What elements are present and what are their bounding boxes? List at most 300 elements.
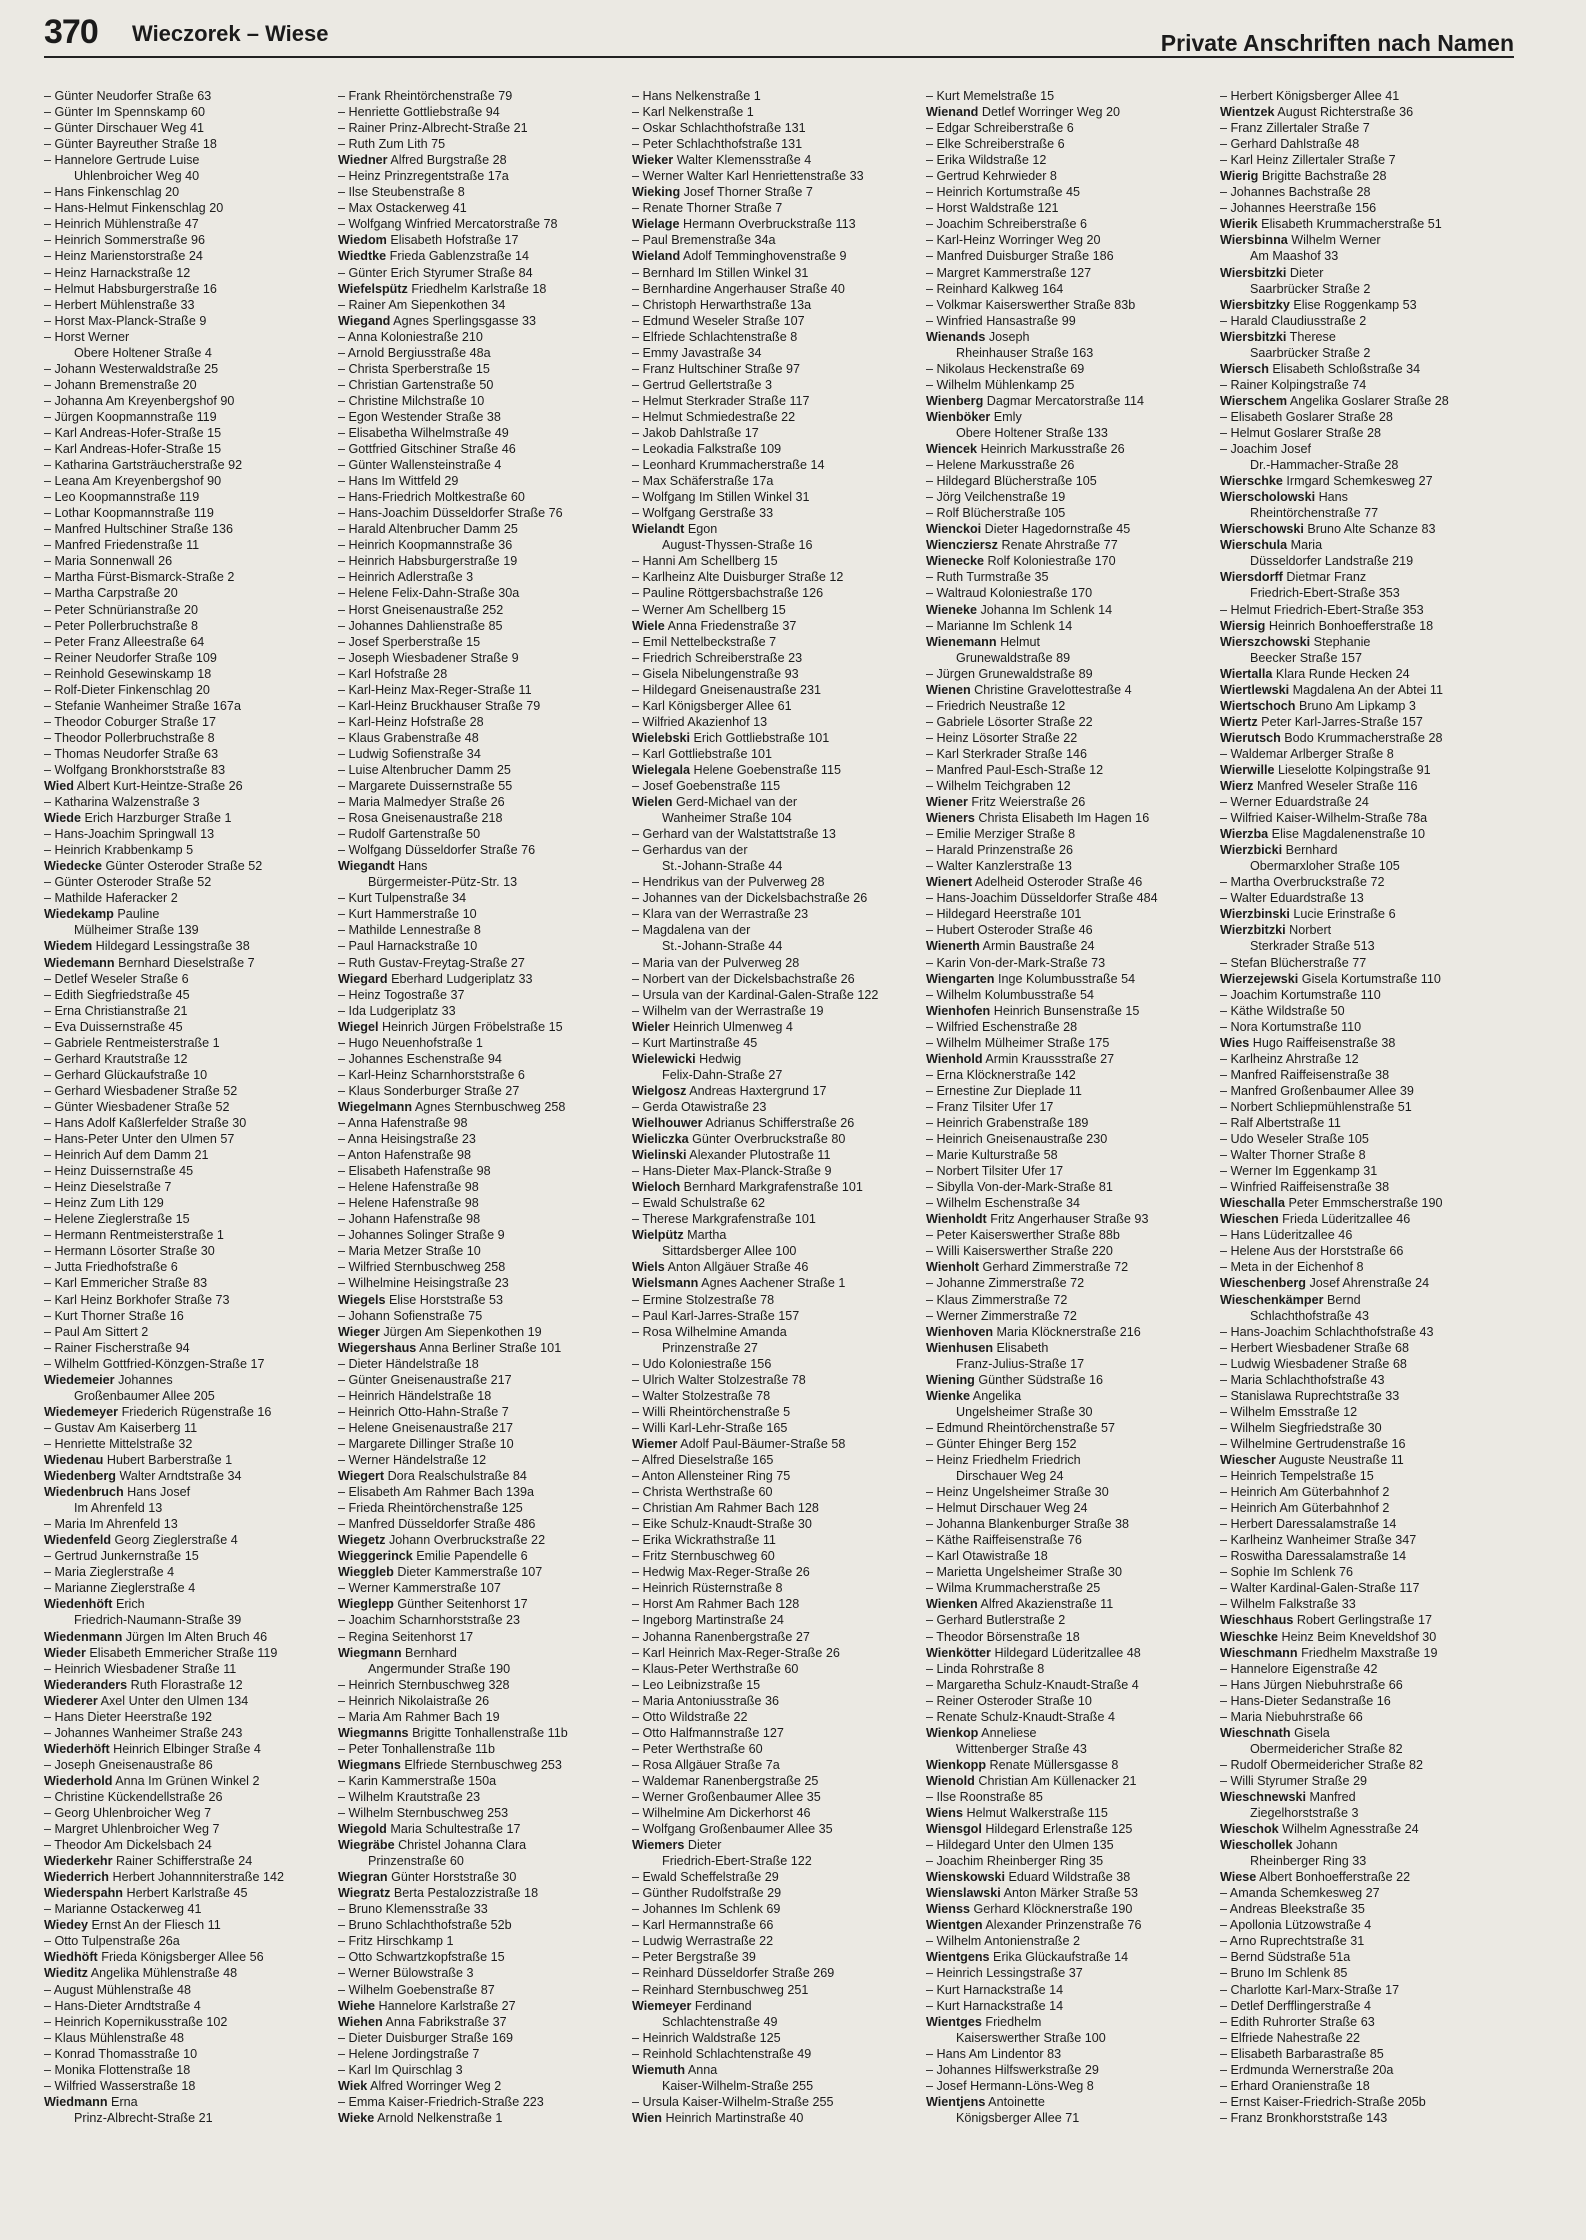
directory-surname-entry: Wienkopp Renate Müllersgasse 8 — [926, 1757, 1119, 1772]
directory-entry: – Paul Am Sittert 2 — [44, 1324, 149, 1339]
directory-surname-entry: Wiegel Heinrich Jürgen Fröbelstraße 15 — [338, 1019, 563, 1034]
directory-surname-entry: Wiengarten Inge Kolumbusstraße 54 — [926, 971, 1136, 986]
directory-entry: – Norbert van der Dickelsbachstraße 26 — [632, 971, 855, 986]
directory-entry: – Helmut Friedrich-Ebert-Straße 353 — [1220, 602, 1424, 617]
directory-entry: – Maria Am Rahmer Bach 19 — [338, 1709, 500, 1724]
directory-surname-entry: Wiefelspütz Friedhelm Karlstraße 18 — [338, 281, 547, 296]
directory-surname-entry: Wieschenkämper Bernd — [1220, 1292, 1361, 1307]
directory-entry: – Manfred Duisburger Straße 186 — [926, 249, 1114, 264]
directory-surname-entry: Wiemuth Anna — [632, 2062, 718, 2077]
directory-surname-entry: Wiegmann Bernhard — [338, 1645, 457, 1660]
directory-entry: – Käthe Wildstraße 50 — [1220, 1003, 1345, 1018]
directory-entry-continuation: St.-Johann-Straße 44 — [662, 939, 783, 954]
directory-entry: – Leo Koopmannstraße 119 — [44, 490, 200, 505]
directory-surname-entry: Wiedhöft Frieda Königsberger Allee 56 — [44, 1950, 264, 1965]
directory-surname-entry: Wienhoven Maria Klöcknerstraße 216 — [926, 1324, 1141, 1339]
directory-surname-entry: Wiegran Günter Horststraße 30 — [338, 1870, 517, 1885]
directory-surname-entry: Wiegels Elise Horststraße 53 — [338, 1292, 504, 1307]
directory-surname-entry: Wiencziersz Renate Ahrstraße 77 — [926, 538, 1118, 553]
directory-entry: – Arno Ruprechtstraße 31 — [1220, 1934, 1365, 1949]
directory-entry: – Martha Carpstraße 20 — [44, 586, 178, 601]
directory-entry: – Hermann Lösorter Straße 30 — [44, 1244, 215, 1259]
directory-entry: – Harald Prinzenstraße 26 — [926, 843, 1073, 858]
directory-entry: – Christian Am Rahmer Bach 128 — [632, 1501, 819, 1516]
directory-entry: – Kurt Tulpenstraße 34 — [338, 891, 467, 906]
directory-surname-entry: Wienold Christian Am Küllenacker 21 — [926, 1773, 1137, 1788]
directory-entry: – Ernestine Zur Dieplade 11 — [926, 1083, 1082, 1098]
directory-entry: – Regina Seitenhorst 17 — [338, 1629, 474, 1644]
directory-entry: – Maria Antoniusstraße 36 — [632, 1693, 780, 1708]
directory-entry: – Herbert Mühlenstraße 33 — [44, 297, 195, 312]
directory-entry: – Hermann Rentmeisterstraße 1 — [44, 1228, 224, 1243]
directory-surname-entry: Wiersbitzki Dieter — [1220, 265, 1324, 280]
directory-entry: – Gustav Am Kaiserberg 11 — [44, 1420, 198, 1435]
directory-entry: – Hans-Peter Unter den Ulmen 57 — [44, 1132, 235, 1147]
directory-entry-continuation: Sittardsberger Allee 100 — [662, 1244, 797, 1259]
directory-entry: – Wilhelm Siegfriedstraße 30 — [1220, 1420, 1382, 1435]
directory-entry: – Ewald Schulstraße 62 — [632, 1196, 766, 1211]
directory-surname-entry: Wiederspahn Herbert Karlstraße 45 — [44, 1886, 248, 1901]
directory-entry: – Monika Flottenstraße 18 — [44, 2062, 191, 2077]
directory-entry: – Maria Sonnenwall 26 — [44, 554, 173, 569]
directory-entry-continuation: Rheinberger Ring 33 — [1250, 1854, 1367, 1869]
directory-entry: – Ewald Scheffelstraße 29 — [632, 1870, 779, 1885]
directory-entry-continuation: Franz-Julius-Straße 17 — [956, 1356, 1085, 1371]
directory-entry: – Kurt Martinstraße 45 — [632, 1035, 758, 1050]
directory-entry-continuation: Angermunder Straße 190 — [368, 1661, 511, 1676]
directory-entry: – Peter Tonhallenstraße 11b — [338, 1741, 496, 1756]
directory-surname-entry: Wierszchowski Stephanie — [1220, 634, 1371, 649]
directory-entry-continuation: Beecker Straße 157 — [1250, 650, 1363, 665]
directory-entry: – Reinhold Gesewinskamp 18 — [44, 666, 212, 681]
directory-entry: – Werner Im Eggenkamp 31 — [1220, 1164, 1378, 1179]
directory-entry: – Käthe Raiffeisenstraße 76 — [926, 1533, 1082, 1548]
directory-entry: – Waltraud Koloniestraße 170 — [926, 586, 1093, 601]
directory-entry: – Johann Westerwaldstraße 25 — [44, 361, 219, 376]
directory-entry: – Manfred Düsseldorfer Straße 486 — [338, 1517, 536, 1532]
directory-entry: – Elke Schreiberstraße 6 — [926, 137, 1065, 152]
directory-entry: – Jürgen Koopmannstraße 119 — [44, 409, 217, 424]
directory-surname-entry: Wieneke Johanna Im Schlenk 14 — [926, 602, 1113, 617]
directory-surname-entry: Wiertz Peter Karl-Jarres-Straße 157 — [1220, 714, 1423, 729]
directory-entry: – Karl Hermannstraße 66 — [632, 1918, 774, 1933]
directory-entry: – Elisabeth Goslarer Straße 28 — [1220, 409, 1393, 424]
directory-entry: – Reinhard Düsseldorfer Straße 269 — [632, 1966, 835, 1981]
directory-entry: – Josef Sperberstraße 15 — [338, 634, 481, 649]
directory-entry: – Johanne Zimmerstraße 72 — [926, 1276, 1085, 1291]
directory-entry: – Norbert Schliepmühlenstraße 51 — [1220, 1099, 1412, 1114]
directory-surname-entry: Wiegelmann Agnes Sternbuschweg 258 — [338, 1099, 566, 1114]
directory-entry-continuation: Obere Holtener Straße 4 — [74, 345, 212, 360]
directory-entry: – Walter Kardinal-Galen-Straße 117 — [1220, 1581, 1420, 1596]
directory-entry-continuation: Friedrich-Naumann-Straße 39 — [74, 1613, 242, 1628]
directory-entry-continuation: Obere Holtener Straße 133 — [956, 425, 1108, 440]
directory-surname-entry: Wiencek Heinrich Markusstraße 26 — [926, 442, 1125, 457]
directory-entry: – Maria Zieglerstraße 4 — [44, 1565, 175, 1580]
directory-entry: – Meta in der Eichenhof 8 — [1220, 1260, 1364, 1275]
directory-entry: – Hans-Dieter Max-Planck-Straße 9 — [632, 1164, 832, 1179]
directory-entry-continuation: Bürgermeister-Pütz-Str. 13 — [368, 875, 518, 890]
directory-entry: – Walter Eduardstraße 13 — [1220, 891, 1364, 906]
directory-entry: – Friedrich Neustraße 12 — [926, 698, 1066, 713]
directory-entry: – Wilfried Sternbuschweg 258 — [338, 1260, 506, 1275]
directory-surname-entry: Wieners Christa Elisabeth Im Hagen 16 — [926, 811, 1150, 826]
directory-entry: – Johannes Heerstraße 156 — [1220, 201, 1377, 216]
directory-entry: – Gerhardus van der — [632, 843, 748, 858]
directory-entry: – Hans-Joachim Springwall 13 — [44, 827, 215, 842]
directory-surname-entry: Wieditz Angelika Mühlenstraße 48 — [44, 1966, 238, 1981]
directory-surname-entry: Wienhusen Elisabeth — [926, 1340, 1049, 1355]
directory-entry-continuation: Dr.-Hammacher-Straße 28 — [1250, 458, 1399, 473]
directory-surname-entry: Wienss Gerhard Klöcknerstraße 190 — [926, 1902, 1133, 1917]
directory-entry: – Walter Kanzlerstraße 13 — [926, 859, 1072, 874]
directory-entry: – Ida Ludgeriplatz 33 — [338, 1003, 456, 1018]
directory-surname-entry: Wienerth Armin Baustraße 24 — [926, 939, 1095, 954]
directory-surname-entry: Wiedom Elisabeth Hofstraße 17 — [338, 233, 519, 248]
directory-entry: – Egon Westender Straße 38 — [338, 409, 501, 424]
directory-surname-entry: Wienke Angelika — [926, 1388, 1022, 1403]
directory-entry: – Edgar Schreiberstraße 6 — [926, 121, 1074, 136]
directory-entry: – Ludwig Werrastraße 22 — [632, 1934, 774, 1949]
directory-entry: – Heinz Zum Lith 129 — [44, 1196, 164, 1211]
directory-columns — [44, 88, 1514, 2218]
directory-entry: – Henriette Gottliebstraße 94 — [338, 105, 500, 120]
directory-entry: – Elisabetha Wilhelmstraße 49 — [338, 425, 509, 440]
directory-entry: – Marietta Ungelsheimer Straße 30 — [926, 1565, 1122, 1580]
directory-surname-entry: Wiek Alfred Worringer Weg 2 — [338, 2078, 502, 2093]
directory-entry: – Karl Otawistraße 18 — [926, 1549, 1048, 1564]
directory-entry-continuation: Düsseldorfer Landstraße 219 — [1250, 554, 1414, 569]
directory-entry: – Karl Heinrich Max-Reger-Straße 26 — [632, 1645, 840, 1660]
directory-surname-entry: Wiese Albert Bonhoefferstraße 22 — [1220, 1870, 1411, 1885]
directory-entry: – Rainer Kolpingstraße 74 — [1220, 377, 1367, 392]
directory-entry: – Udo Weseler Straße 105 — [1220, 1132, 1369, 1147]
directory-entry: – Leo Leibnizstraße 15 — [632, 1677, 761, 1692]
directory-entry: – Günter Osteroder Straße 52 — [44, 875, 212, 890]
directory-entry: – Heinrich Am Güterbahnhof 2 — [1220, 1501, 1390, 1516]
directory-surname-entry: Wieschenberg Josef Ahrenstraße 24 — [1220, 1276, 1430, 1291]
directory-entry: – Sophie Im Schlenk 76 — [1220, 1565, 1354, 1580]
directory-entry: – Gerhard Wiesbadener Straße 52 — [44, 1083, 238, 1098]
directory-entry: – Johannes Wanheimer Straße 243 — [44, 1725, 243, 1740]
directory-surname-entry: Wied Albert Kurt-Heintze-Straße 26 — [44, 779, 243, 794]
directory-surname-entry: Wiederanders Ruth Florastraße 12 — [44, 1677, 243, 1692]
directory-entry: – Günter Wiesbadener Straße 52 — [44, 1099, 230, 1114]
directory-entry: – Katharina Walzenstraße 3 — [44, 795, 200, 810]
directory-entry: – Karl Königsberger Allee 61 — [632, 698, 792, 713]
directory-entry: – Werner Am Schellberg 15 — [632, 602, 786, 617]
directory-entry: – Ermine Stolzestraße 78 — [632, 1292, 775, 1307]
directory-entry: – Heinrich Waldstraße 125 — [632, 2030, 781, 2045]
directory-entry: – Maria Niebuhrstraße 66 — [1220, 1709, 1363, 1724]
directory-entry: – Klaus-Peter Werthstraße 60 — [632, 1661, 799, 1676]
directory-surname-entry: Wiegand Agnes Sperlingsgasse 33 — [338, 313, 537, 328]
directory-entry: – Hanni Am Schellberg 15 — [632, 554, 778, 569]
directory-entry: – Edmund Weseler Straße 107 — [632, 313, 805, 328]
directory-entry: – Karlheinz Wanheimer Straße 347 — [1220, 1533, 1417, 1548]
directory-entry: – Gabriele Lösorter Straße 22 — [926, 714, 1093, 729]
directory-entry: – Jürgen Grunewaldstraße 89 — [926, 666, 1093, 681]
directory-entry: – Franz Hultschiner Straße 97 — [632, 361, 800, 376]
directory-entry: – Erdmunda Wernerstraße 20a — [1220, 2062, 1394, 2077]
directory-entry: – Johann Hafenstraße 98 — [338, 1212, 481, 1227]
directory-entry: – Jörg Veilchenstraße 19 — [926, 490, 1066, 505]
directory-entry: – Erika Wildstraße 12 — [926, 153, 1047, 168]
directory-entry: – Christa Sperberstraße 15 — [338, 361, 490, 376]
directory-entry: – Oskar Schlachthofstraße 131 — [632, 121, 806, 136]
directory-entry-continuation: Kaiser-Wilhelm-Straße 255 — [662, 2078, 814, 2093]
directory-entry: – Edith Siegfriedstraße 45 — [44, 987, 190, 1002]
directory-surname-entry: Wiemeyer Ferdinand — [632, 1998, 752, 2013]
directory-entry: – Helmut Goslarer Straße 28 — [1220, 425, 1381, 440]
directory-entry: – Maria Im Ahrenfeld 13 — [44, 1517, 178, 1532]
directory-surname-entry: Wiegmans Elfriede Sternbuschweg 253 — [338, 1757, 562, 1772]
directory-entry: – Apollonia Lützowstraße 4 — [1220, 1918, 1372, 1933]
directory-entry: – Theodor Coburger Straße 17 — [44, 714, 216, 729]
directory-entry: – Maria Malmedyer Straße 26 — [338, 795, 505, 810]
directory-entry: – Heinrich Nikolaistraße 26 — [338, 1693, 490, 1708]
directory-entry: – Maria Schlachthofstraße 43 — [1220, 1372, 1385, 1387]
directory-surname-entry: Wienholt Gerhard Zimmerstraße 72 — [926, 1260, 1129, 1275]
directory-entry: – Rainer Prinz-Albrecht-Straße 21 — [338, 121, 528, 136]
directory-entry: – Joachim Scharnhorststraße 23 — [338, 1613, 520, 1628]
directory-entry: – Alfred Dieselstraße 165 — [632, 1452, 774, 1467]
directory-entry: – Margret Kammerstraße 127 — [926, 265, 1092, 280]
directory-entry: – Ralf Albertstraße 11 — [1220, 1116, 1341, 1130]
directory-entry: – Peter Werthstraße 60 — [632, 1741, 763, 1756]
directory-entry: – Reiner Osteroder Straße 10 — [926, 1693, 1092, 1708]
directory-entry: – Karl-Heinz Scharnhorststraße 6 — [338, 1067, 525, 1082]
directory-surname-entry: Wienhofen Heinrich Bunsenstraße 15 — [926, 1003, 1140, 1018]
directory-surname-entry: Wielebski Erich Gottliebstraße 101 — [632, 730, 830, 745]
directory-entry: – Georg Uhlenbroicher Weg 7 — [44, 1806, 212, 1821]
directory-entry: – Reinhold Schlachtenstraße 49 — [632, 2046, 812, 2061]
directory-entry: – Wolfgang Düsseldorfer Straße 76 — [338, 843, 536, 858]
directory-entry: – Wolfgang Bronkhorststraße 83 — [44, 762, 226, 777]
directory-entry: – Magdalena van der — [632, 923, 751, 938]
directory-entry: – Wilfried Kaiser-Wilhelm-Straße 78a — [1220, 811, 1428, 826]
directory-entry: – Roswitha Daressalamstraße 14 — [1220, 1549, 1407, 1564]
directory-surname-entry: Wieschalla Peter Emmscherstraße 190 — [1220, 1196, 1443, 1211]
directory-entry: – Helene Gneisenaustraße 217 — [338, 1420, 514, 1435]
directory-entry: – Winfried Hansastraße 99 — [926, 313, 1076, 328]
directory-entry: – Karl-Heinz Bruckhauser Straße 79 — [338, 698, 541, 713]
directory-entry: – Peter Schlachthofstraße 131 — [632, 137, 803, 152]
directory-entry-continuation: Kaiserswerther Straße 100 — [956, 2030, 1106, 2045]
directory-entry: – Heinrich Rüsternstraße 8 — [632, 1581, 783, 1596]
directory-surname-entry: Wierz Manfred Weseler Straße 116 — [1220, 779, 1418, 794]
directory-entry: – Renate Schulz-Knaudt-Straße 4 — [926, 1709, 1116, 1724]
directory-entry-continuation: Saarbrücker Straße 2 — [1250, 281, 1371, 296]
directory-surname-entry: Wiersbitzky Elise Roggenkamp 53 — [1220, 297, 1417, 312]
directory-entry: – Max Schäferstraße 17a — [632, 474, 774, 489]
page-header — [44, 12, 1514, 58]
directory-entry: – Anna Hafenstraße 98 — [338, 1116, 468, 1130]
directory-entry: – Günter Im Spennskamp 60 — [44, 105, 206, 120]
directory-surname-entry: Wielgosz Andreas Haxtergrund 17 — [632, 1083, 827, 1098]
directory-entry: – Otto Wildstraße 22 — [632, 1709, 748, 1724]
directory-surname-entry: Wierzejewski Gisela Kortumstraße 110 — [1220, 971, 1441, 986]
directory-entry: – Heinz Harnackstraße 12 — [44, 265, 191, 280]
directory-entry: – Hans Im Wittfeld 29 — [338, 474, 459, 489]
directory-entry: – Hans-Joachim Schlachthofstraße 43 — [1220, 1324, 1434, 1339]
directory-entry: – Bernhardine Angerhauser Straße 40 — [632, 281, 845, 296]
directory-entry: – Horst Gneisenaustraße 252 — [338, 602, 504, 617]
directory-entry: – Heinrich Sommerstraße 96 — [44, 233, 205, 248]
directory-entry: – Walter Thorner Straße 8 — [1220, 1148, 1366, 1163]
directory-entry: – Günter Bayreuther Straße 18 — [44, 137, 217, 152]
directory-entry: – Marianne Zieglerstraße 4 — [44, 1581, 196, 1596]
directory-surname-entry: Wientjens Antoinette — [926, 2094, 1045, 2109]
directory-entry: – Ulrich Walter Stolzestraße 78 — [632, 1372, 806, 1387]
directory-surname-entry: Wieschmann Friedhelm Maxstraße 19 — [1220, 1645, 1438, 1660]
directory-surname-entry: Wiedenberg Walter Arndtstraße 34 — [44, 1469, 242, 1484]
directory-surname-entry: Wiedemeier Johannes — [44, 1372, 173, 1387]
directory-entry: – Waldemar Arlberger Straße 8 — [1220, 746, 1394, 761]
directory-entry: – Wilhelm Kolumbusstraße 54 — [926, 987, 1094, 1002]
directory-entry: – Franz Bronkhorststraße 143 — [1220, 2110, 1388, 2125]
directory-entry: – Ruth Zum Lith 75 — [338, 137, 446, 152]
directory-surname-entry: Wiedenfeld Georg Zieglerstraße 4 — [44, 1533, 238, 1548]
directory-surname-entry: Wienholdt Fritz Angerhauser Straße 93 — [926, 1212, 1149, 1227]
directory-entry: – Walter Stolzestraße 78 — [632, 1388, 771, 1403]
directory-entry: – Stanislawa Ruprechtstraße 33 — [1220, 1388, 1400, 1403]
directory-entry: – Heinrich Händelstraße 18 — [338, 1388, 492, 1403]
directory-entry: – Werner Zimmerstraße 72 — [926, 1308, 1077, 1323]
directory-surname-entry: Wiehe Hannelore Karlstraße 27 — [338, 1998, 516, 2013]
directory-entry: – Hans Dieter Heerstraße 192 — [44, 1709, 212, 1724]
directory-surname-entry: Wiedem Hildegard Lessingstraße 38 — [44, 939, 250, 954]
directory-entry: – Hendrikus van der Pulverweg 28 — [632, 875, 825, 890]
directory-surname-entry: Wiegershaus Anna Berliner Straße 101 — [338, 1340, 562, 1355]
directory-entry: – Peter Bergstraße 39 — [632, 1950, 756, 1965]
directory-entry: – Stefanie Wanheimer Straße 167a — [44, 698, 241, 713]
directory-surname-entry: Wielpütz Martha — [632, 1228, 727, 1243]
directory-entry: – Heinrich Sternbuschweg 328 — [338, 1677, 510, 1692]
directory-entry: – Otto Halfmannstraße 127 — [632, 1725, 784, 1740]
directory-entry: – Paul Harnackstraße 10 — [338, 939, 478, 954]
directory-column-5 — [1220, 88, 1514, 2218]
directory-entry: – Hans Jürgen Niebuhrstraße 66 — [1220, 1677, 1403, 1692]
directory-entry: – Herbert Daressalamstraße 14 — [1220, 1517, 1397, 1532]
directory-entry: – Josef Hermann-Löns-Weg 8 — [926, 2078, 1094, 2093]
directory-entry: – Detlef Derfflingerstraße 4 — [1220, 1998, 1371, 2013]
directory-entry: – Horst Max-Planck-Straße 9 — [44, 313, 207, 328]
directory-surname-entry: Wierschowski Bruno Alte Schanze 83 — [1220, 522, 1436, 537]
directory-entry: – Johannes Dahlienstraße 85 — [338, 618, 503, 633]
directory-surname-entry: Wieland Adolf Temminghovenstraße 9 — [632, 249, 847, 264]
directory-entry: – Hans-Joachim Düsseldorfer Straße 484 — [926, 891, 1158, 906]
directory-entry: – Heinrich Wiesbadener Straße 11 — [44, 1661, 237, 1676]
directory-entry: – Bruno Klemensstraße 33 — [338, 1902, 488, 1917]
directory-surname-entry: Wiederer Axel Unter den Ulmen 134 — [44, 1693, 249, 1708]
directory-entry: – Wilhelmine Gertrudenstraße 16 — [1220, 1436, 1406, 1451]
directory-entry: – Hans-Joachim Düsseldorfer Straße 76 — [338, 506, 563, 521]
directory-surname-entry: Wien Heinrich Martinstraße 40 — [632, 2110, 804, 2125]
directory-entry: – Klaus Mühlenstraße 48 — [44, 2030, 185, 2045]
directory-entry: – Heinrich Mühlenstraße 47 — [44, 217, 199, 232]
directory-entry: – Erna Christianstraße 21 — [44, 1003, 188, 1018]
directory-surname-entry: Wiedmann Erna — [44, 2094, 138, 2109]
directory-entry: – Karl-Heinz Hofstraße 28 — [338, 714, 484, 729]
directory-entry: – Dieter Duisburger Straße 169 — [338, 2030, 513, 2045]
directory-entry: – Wilhelm Sternbuschweg 253 — [338, 1806, 509, 1821]
directory-entry: – Elisabeth Hafenstraße 98 — [338, 1164, 491, 1179]
directory-surname-entry: Wiele Anna Friedenstraße 37 — [632, 618, 797, 633]
directory-entry: – Helene Hafenstraße 98 — [338, 1196, 479, 1211]
directory-entry: – Herbert Königsberger Allee 41 — [1220, 89, 1400, 103]
directory-entry: – Hildegard Gneisenaustraße 231 — [632, 682, 822, 697]
directory-entry: – August Mühlenstraße 48 — [44, 1982, 192, 1997]
directory-entry: – Linda Rohrstraße 8 — [926, 1661, 1045, 1676]
directory-entry: – Wilhelm Mühlenkamp 25 — [926, 377, 1075, 392]
directory-surname-entry: Wiegard Eberhard Ludgeriplatz 33 — [338, 971, 533, 986]
directory-entry: – Günther Rudolfstraße 29 — [632, 1886, 782, 1901]
directory-surname-entry: Wielandt Egon — [632, 522, 718, 537]
directory-surname-entry: Wientgen Alexander Prinzenstraße 76 — [926, 1918, 1142, 1933]
directory-entry: – Charlotte Karl-Marx-Straße 17 — [1220, 1982, 1400, 1997]
directory-surname-entry: Wieggerinck Emilie Papendelle 6 — [338, 1549, 528, 1564]
directory-entry: – Johann Sofienstraße 75 — [338, 1308, 483, 1323]
directory-entry: – Andreas Bleekstraße 35 — [1220, 1902, 1365, 1917]
directory-entry: – Stefan Blücherstraße 77 — [1220, 955, 1367, 970]
directory-entry: – Werner Eduardstraße 24 — [1220, 795, 1369, 810]
directory-entry: – Willi Styrumer Straße 29 — [1220, 1773, 1367, 1788]
directory-entry: – Johannes Solinger Straße 9 — [338, 1228, 505, 1243]
directory-entry-continuation: St.-Johann-Straße 44 — [662, 859, 783, 874]
directory-entry: – Wolfgang Gerstraße 33 — [632, 506, 774, 521]
directory-entry: – Heinz Prinzregentstraße 17a — [338, 169, 509, 184]
directory-entry: – Leonhard Krummacherstraße 14 — [632, 458, 825, 473]
directory-entry: – Kurt Harnackstraße 14 — [926, 1982, 1064, 1997]
directory-entry: – Wilhelm Antonienstraße 2 — [926, 1934, 1080, 1949]
directory-surname-entry: Wierschem Angelika Goslarer Straße 28 — [1220, 393, 1449, 408]
directory-surname-entry: Wierscholowski Hans — [1220, 490, 1348, 505]
directory-entry: – Volkmar Kaiserswerther Straße 83b — [926, 297, 1136, 312]
directory-entry: – Joachim Josef — [1220, 442, 1311, 457]
directory-entry: – Gerhard Dahlstraße 48 — [1220, 137, 1360, 152]
directory-entry: – Jakob Dahlstraße 17 — [632, 425, 759, 440]
directory-entry: – Theodor Am Dickelsbach 24 — [44, 1838, 212, 1853]
directory-entry-continuation: Uhlenbroicher Weg 40 — [74, 169, 200, 184]
directory-entry: – Heinz Duissernstraße 45 — [44, 1164, 194, 1179]
directory-entry: – Frank Rheintörchenstraße 79 — [338, 89, 513, 103]
directory-surname-entry: Wienemann Helmut — [926, 634, 1040, 649]
directory-surname-entry: Wiersdorff Dietmar Franz — [1220, 570, 1367, 585]
directory-entry: – Therese Markgrafenstraße 101 — [632, 1212, 816, 1227]
directory-entry: – Kurt Memelstraße 15 — [926, 89, 1055, 103]
directory-entry: – Helene Aus der Horststraße 66 — [1220, 1244, 1404, 1259]
directory-entry: – Franz Zillertaler Straße 7 — [1220, 121, 1370, 136]
directory-entry: – Ursula van der Kardinal-Galen-Straße 122 — [632, 987, 879, 1002]
directory-surname-entry: Wieschollek Johann — [1220, 1838, 1338, 1853]
directory-entry: – Norbert Tilsiter Ufer 17 — [926, 1164, 1064, 1179]
directory-surname-entry: Wientgens Erika Glückaufstraße 14 — [926, 1950, 1129, 1965]
directory-surname-entry: Wielinski Alexander Plutostraße 11 — [632, 1148, 831, 1163]
directory-surname-entry: Wiedecke Günter Osteroder Straße 52 — [44, 859, 263, 874]
directory-entry: – Gertrud Junkernstraße 15 — [44, 1549, 199, 1564]
directory-surname-entry: Wierzba Elise Magdalenenstraße 10 — [1220, 827, 1426, 842]
directory-surname-entry: Wiedenmann Jürgen Im Alten Bruch 46 — [44, 1629, 268, 1644]
running-head: Wieczorek – Wiese — [132, 21, 329, 46]
directory-entry: – Emilie Merziger Straße 8 — [926, 827, 1076, 842]
directory-entry: – Wolfgang Großenbaumer Allee 35 — [632, 1822, 833, 1837]
directory-entry: – Kurt Thorner Straße 16 — [44, 1308, 184, 1323]
directory-surname-entry: Wiertlewski Magdalena An der Abtei 11 — [1220, 682, 1443, 697]
directory-entry: – Wilma Krummacherstraße 25 — [926, 1581, 1101, 1596]
directory-surname-entry: Wiedenbruch Hans Josef — [44, 1485, 191, 1500]
directory-entry: – Karl Im Quirschlag 3 — [338, 2062, 463, 2077]
